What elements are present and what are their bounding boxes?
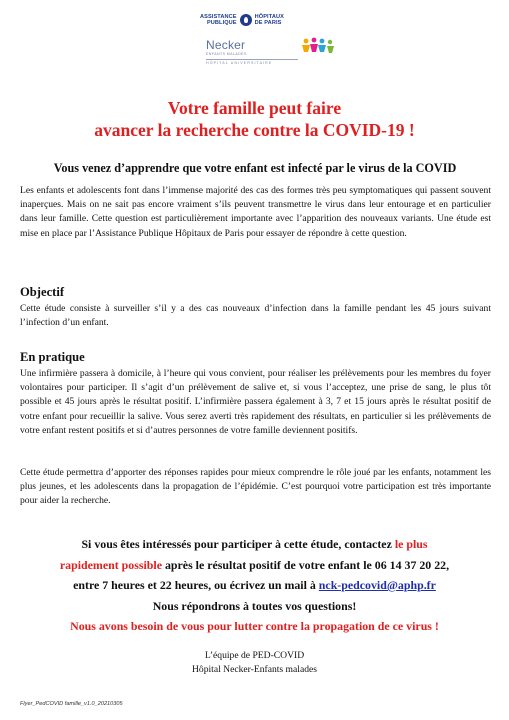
cta-line-2	[0, 555, 509, 576]
signature-team: L’équipe de PED-COVID	[204, 650, 305, 661]
necker-subtitle: ENFANTS MALADES	[206, 52, 247, 56]
children-figures-icon	[301, 36, 335, 60]
cta-emphasis-2: rapidement possible	[59, 557, 162, 572]
document-footer: Flyer_PedCOVID famille_v1.0_20210305	[20, 701, 123, 707]
intro-paragraph: Les enfants et adolescents font dans l’immense majorité des cas des formes très peu symptomatiques qui passent souvent inaperçues. Mais on ne sait pas encore vraiment s’ils peuvent transmettre le virus dans leur entourage et en particulier dans leur famille. Cette question est particulièrement importante avec l’apparition des nouveaux variants. Une étude est mise en place par l’Assistance Publique Hôpitaux de Paris pour essayer de répondre à cette question.	[20, 185, 491, 239]
cta-line-1	[0, 534, 509, 555]
cta-text-1: Si vous êtes intéressés pour participer à cette étude, contactez	[81, 537, 395, 551]
signature-hospital: Hôpital Necker-Enfants malades	[191, 664, 317, 675]
aphp-mark-icon	[240, 14, 252, 26]
title-line-1: Votre famille peut faire	[167, 98, 342, 118]
cta-phone-text: après le résultat positif de votre enfant le 06 14 37 20 22,	[161, 557, 450, 572]
cta-emphasis-1: le plus	[394, 537, 428, 551]
cta-text-3: entre 7 heures et 22 heures, ou écrivez un mail à	[73, 578, 319, 592]
aphp-logo	[200, 14, 310, 26]
title-line-2: avancer la recherche contre la COVID-19 !	[94, 120, 415, 140]
hospital-logos	[200, 14, 310, 76]
necker-name: Necker	[206, 38, 246, 52]
cta-line-4: Nous répondrons à toutes vos questions!	[152, 598, 357, 613]
objectif-paragraph: Cette étude consiste à surveiller s’il y a des cas nouveaux d’infection dans la famille pendant les 45 jours suivant l’infection d’un enfant.	[20, 303, 491, 329]
email-link[interactable]: nck-pedcovid@aphp.fr	[318, 578, 436, 592]
aphp-text-2: PUBLIQUE	[206, 20, 237, 26]
aphp-text-3: HÔPITAUX	[254, 14, 284, 20]
pratique-heading: En pratique	[20, 350, 85, 364]
necker-logo	[206, 38, 335, 65]
objectif-heading: Objectif	[20, 285, 65, 299]
cta-line-5: Nous avons besoin de vous pour lutter contre la propagation de ce virus !	[70, 619, 439, 633]
aphp-text-1: ASSISTANCE	[200, 14, 237, 20]
signature	[0, 649, 509, 677]
aphp-text-4: DE PARIS	[254, 20, 282, 26]
necker-hospital-label: HÔPITAL UNIVERSITAIRE	[206, 59, 298, 65]
cta-line-3	[0, 575, 509, 596]
call-to-action	[0, 534, 509, 637]
subtitle: Vous venez d’apprendre que votre enfant est infecté par le virus de la COVID	[53, 161, 457, 175]
pratique-paragraph-1: Une infirmière passera à domicile, à l’heure qui vous convient, pour réaliser les prélèvements pour les membres du foyer volontaires pour participer. Il s’agit d’un prélèvement de salive et, si vous l’acceptez, une prise de sang, le plus tôt possible et 45 jours après le résultat positif. L’infirmière passera également à 3, 7 et 15 jours après le résultat positif de votre enfant pour recueillir la salive. Vous serez averti très rapidement des résultats, en particulier si les prélèvements de votre enfant restent positifs et si d’autres personnes de votre famille deviennent positifs.	[20, 368, 491, 436]
pratique-paragraph-2: Cette étude permettra d’apporter des réponses rapides pour mieux comprendre le rôle joué par les enfants, notamment les plus jeunes, et les adolescents dans la propagation de l’épidémie. C’est pourquoi votre participation est très importante pour aider la recherche.	[20, 467, 491, 507]
